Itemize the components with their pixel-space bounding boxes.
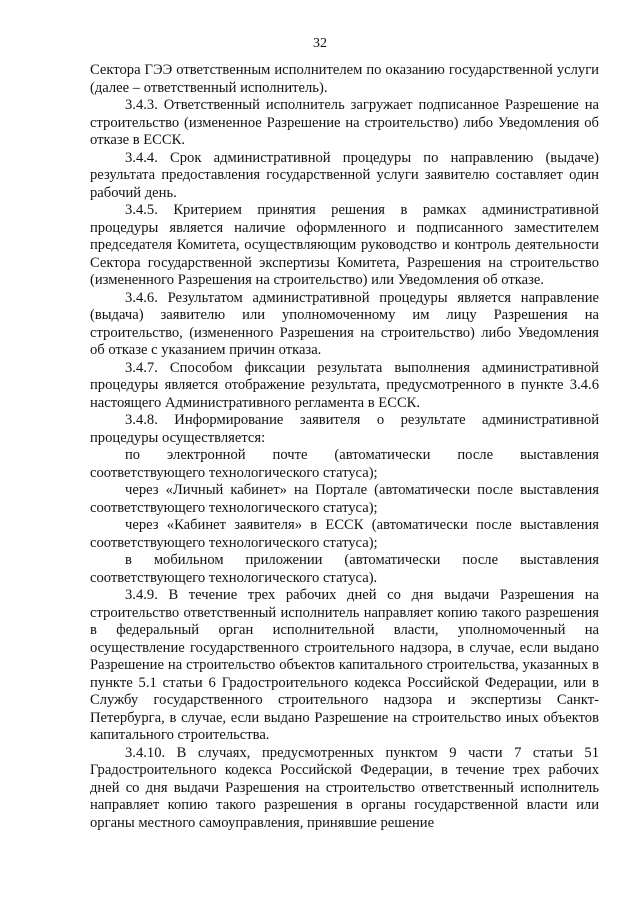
paragraph-continuation: Сектора ГЭЭ ответственным исполнителем по оказанию государственной услуги (далее – ответственный исполнитель). [90, 62, 599, 96]
paragraph-3-4-10: 3.4.10. В случаях, предусмотренных пунктом 9 части 7 статьи 51 Градостроительного кодекса Российской Федерации, в течение трех рабочих дней со дня выдачи Разрешения на строительство ответственный исполнитель направляет копию такого разрешения в органы государственной власти или органы местного самоуправления, принявшие решение [90, 744, 599, 831]
document-body [90, 62, 599, 832]
paragraph-3-4-3: 3.4.3. Ответственный исполнитель загружает подписанное Разрешение на строительство (измененное Разрешение на строительство) либо Уведомления об отказе в ЕССК. [90, 97, 599, 148]
paragraph-3-4-6: 3.4.6. Результатом административной процедуры является направление (выдача) заявителю или уполномоченному им лицу Разрешения на строительство, (измененного Разрешения на строительство) либо Уведомления об отказе с указанием причин отказа. [90, 289, 599, 358]
paragraph-3-4-8: 3.4.8. Информирование заявителя о результате административной процедуры осуществляется: [90, 412, 599, 446]
paragraph-3-4-4: 3.4.4. Срок административной процедуры по направлению (выдаче) результата предоставления государственной услуги заявителю составляет один рабочий день. [90, 149, 599, 201]
paragraph-3-4-5: 3.4.5. Критерием принятия решения в рамках административной процедуры является наличие оформленного и подписанного заместителем председателя Комитета, осуществляющим руководство и контроль деятельности Сектора государственной экспертизы Комитета, Разрешения на строительство (измененного Разрешения на строительство) или Уведомления об отказе. [90, 202, 599, 288]
page-number: 32 [313, 36, 327, 51]
paragraph-3-4-7: 3.4.7. Способом фиксации результата выполнения административной процедуры является отображение результата, предусмотренного в пункте 3.4.6 настоящего Административного регламента в ЕССК. [90, 359, 599, 411]
list-item-applicant-cabinet: через «Кабинет заявителя» в ЕССК (автоматически после выставления соответствующего технологического статуса); [90, 517, 599, 551]
list-item-portal-cabinet: через «Личный кабинет» на Портале (автоматически после выставления соответствующего технологического статуса); [90, 482, 599, 516]
list-item-email: по электронной почте (автоматически после выставления соответствующего технологического статуса); [90, 447, 599, 481]
paragraph-3-4-9: 3.4.9. В течение трех рабочих дней со дня выдачи Разрешения на строительство ответственный исполнитель направляет копию такого разрешения в федеральный орган исполнительной власти, уполномоченный на осуществление государственного строительного надзора, в случае, если выдано Разрешение на строительство объектов капитального строительства, указанных в пункте 5.1 статьи 6 Градостроительного кодекса Российской Федерации, или в Службу государственного строительного надзора и экспертизы Санкт-Петербурга, в случае, если выдано Разрешение на строительство иных объектов капитального строительства. [90, 587, 599, 743]
list-item-mobile-app: в мобильном приложении (автоматически после выставления соответствующего технологического статуса). [90, 552, 599, 586]
